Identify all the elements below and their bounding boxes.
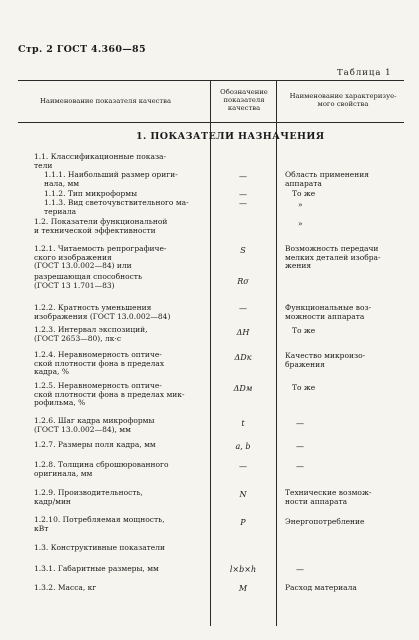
row-symbol: a, b — [235, 442, 251, 451]
row-symbol: — — [239, 190, 247, 199]
row-symbol: S — [240, 246, 246, 255]
row-symbol: M — [238, 584, 248, 593]
row-property: Технические возмож- ности аппарата — [285, 488, 372, 506]
table-top-rule — [18, 80, 404, 81]
row-symbol: t — [241, 419, 245, 428]
row-name: 1.2. Показатели функциональной и технической эффективности — [34, 217, 168, 235]
row-name: 1.2.5. Неравномерность оптиче- ской плотности фона в пределах мик- рофильма, % — [34, 381, 185, 408]
row-property: » — [298, 219, 303, 228]
row-symbol: ΔDк — [234, 353, 252, 362]
column-divider-1 — [210, 80, 211, 626]
row-name: 1.3.2. Масса, кг — [34, 583, 97, 592]
table-header-rule — [18, 122, 404, 123]
table-label: Таблица 1 — [337, 68, 392, 78]
row-name: 1.1.1. Наибольший размер ориги- нала, мм — [44, 170, 178, 188]
row-property: — — [296, 442, 304, 451]
row-property: Область применения аппарата — [285, 170, 369, 188]
row-name: 1.3. Конструктивные показатели — [34, 543, 166, 552]
row-symbol: Rσ — [237, 277, 249, 286]
row-property: Расход материала — [285, 583, 357, 592]
row-property: Возможность передачи мелких деталей изобра- жения — [285, 244, 381, 271]
row-property: То же — [292, 383, 316, 392]
column-header-name: Наименование показателя качества — [40, 97, 172, 105]
row-symbol: ΔDм — [233, 384, 253, 393]
row-name: разрешающая способность (ГОСТ 13 1.701—83) — [34, 272, 143, 290]
row-symbol: ΔH — [236, 328, 250, 337]
row-name: 1.2.6. Шаг кадра микроформы (ГОСТ 13.0.002—84), мм — [34, 416, 155, 434]
row-property: — — [296, 419, 304, 428]
row-property: — — [296, 462, 304, 471]
row-symbol: — — [239, 462, 247, 471]
row-name: 1.3.1. Габаритные размеры, мм — [34, 564, 159, 573]
row-property: То же — [292, 189, 316, 198]
row-property: Энергопотребление — [285, 517, 365, 526]
row-name: 1.2.7. Размеры поля кадра, мм — [34, 440, 156, 449]
row-symbol: — — [239, 172, 247, 181]
row-name: 1.2.9. Производительность, кадр/мин — [34, 488, 143, 506]
row-name: 1.2.4. Неравномерность оптиче- ской плотности фона в пределах кадра, % — [34, 350, 165, 377]
row-property: — — [296, 565, 304, 574]
row-symbol: — — [239, 199, 247, 208]
row-symbol: — — [239, 304, 247, 313]
row-name: 1.2.10. Потребляемая мощность, кВт — [34, 515, 165, 533]
row-name: 1.2.3. Интервал экспозиций, (ГОСТ 2653—80), лк·с — [34, 325, 148, 343]
row-name: 1.2.8. Толщина сброшюрованного оригинала, мм — [34, 460, 169, 478]
row-name: 1.2.2. Кратность уменьшения изображения (ГОСТ 13.0.002—84) — [34, 303, 171, 321]
row-property: Функциональные воз- можности аппарата — [285, 303, 372, 321]
row-property: Качество микроизо- бражения — [285, 351, 366, 369]
row-symbol: l×b×h — [229, 565, 257, 574]
row-symbol: N — [239, 490, 247, 499]
page-header: Стр. 2 ГОСТ 4.360—85 — [18, 44, 146, 55]
row-name: 1.2.1. Читаемость репрографиче- ского изображения (ГОСТ 13.0.002—84) или — [34, 244, 167, 271]
row-property: То же — [292, 326, 316, 335]
column-header-property: Наименование характеризуе- мого свойства — [289, 92, 397, 108]
row-name: 1.1.3. Вид светочувствительного ма- териала — [44, 198, 189, 216]
column-divider-2 — [276, 80, 277, 626]
row-symbol: P — [240, 518, 246, 527]
column-header-symbol: Обозначение показателя качества — [220, 88, 268, 112]
row-property: » — [298, 200, 303, 209]
section-title: 1. ПОКАЗАТЕЛИ НАЗНАЧЕНИЯ — [136, 131, 325, 142]
row-name: 1.1.2. Тип микроформы — [44, 189, 138, 198]
row-name: 1.1. Классификационные показа- тели — [34, 152, 167, 170]
